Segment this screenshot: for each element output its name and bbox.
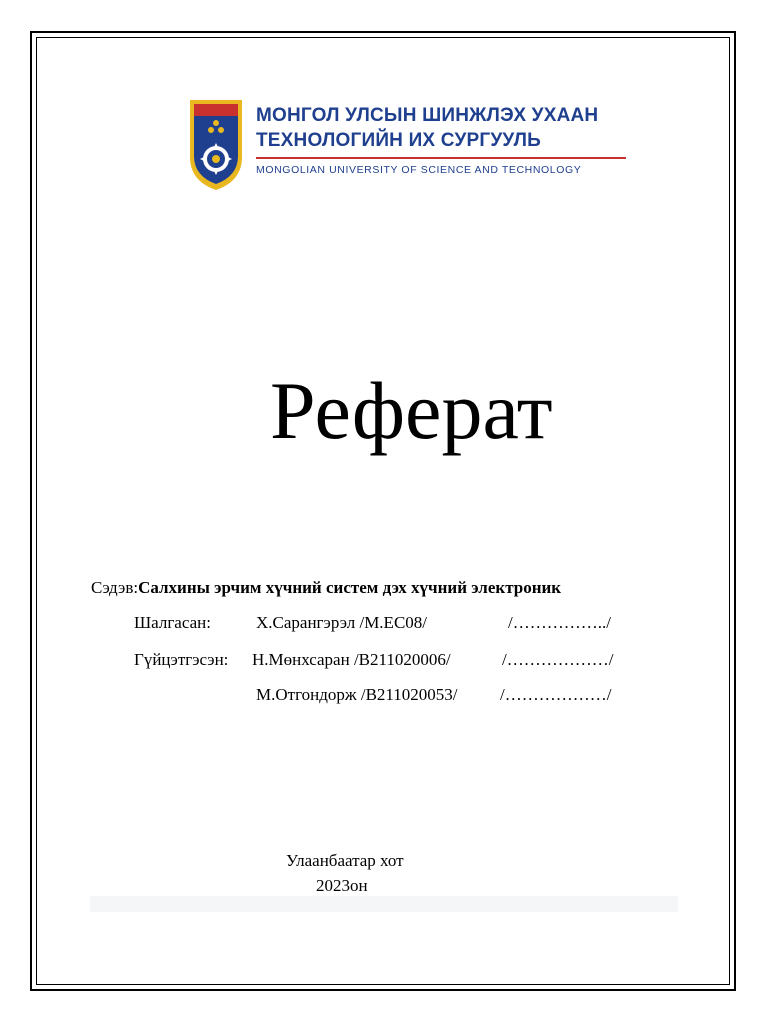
checked-by-name: Х.Сарангэрэл /M.EC08/	[256, 613, 428, 632]
university-logo	[189, 99, 634, 191]
university-name-mn-line1: МОНГОЛ УЛСЫН ШИНЖЛЭХ УХААН	[256, 105, 599, 126]
topic-label: Сэдэв:	[91, 578, 139, 597]
footer-band	[90, 896, 678, 912]
performed-by-label: Гүйцэтгэсэн:	[134, 650, 229, 669]
topic-line	[91, 578, 561, 598]
checked-by-label: Шалгасан:	[134, 613, 211, 632]
topic-value: Салхины эрчим хүчний систем дэх хүчний электроник	[138, 578, 562, 597]
performed-by-signature-1: /………………/	[502, 650, 614, 669]
performed-by-signature-2: /………………/	[500, 685, 612, 704]
university-shield-icon	[189, 99, 243, 191]
year: 2023он	[316, 876, 368, 895]
performed-by-name-1: Н.Мөнхсаран /B211020006/	[252, 650, 451, 669]
checked-by-signature: /……………../	[508, 613, 611, 632]
logo-divider	[256, 157, 626, 159]
city-name: Улаанбаатар хот	[286, 851, 404, 870]
university-name-mn-line2: ТЕХНОЛОГИЙН ИХ СУРГУУЛЬ	[256, 130, 542, 151]
performed-by-name-2: М.Отгондорж /B211020053/	[256, 685, 458, 704]
university-name-en: MONGOLIAN UNIVERSITY OF SCIENCE AND TECHNOLOGY	[256, 164, 582, 176]
document-title: Реферат	[270, 365, 553, 456]
